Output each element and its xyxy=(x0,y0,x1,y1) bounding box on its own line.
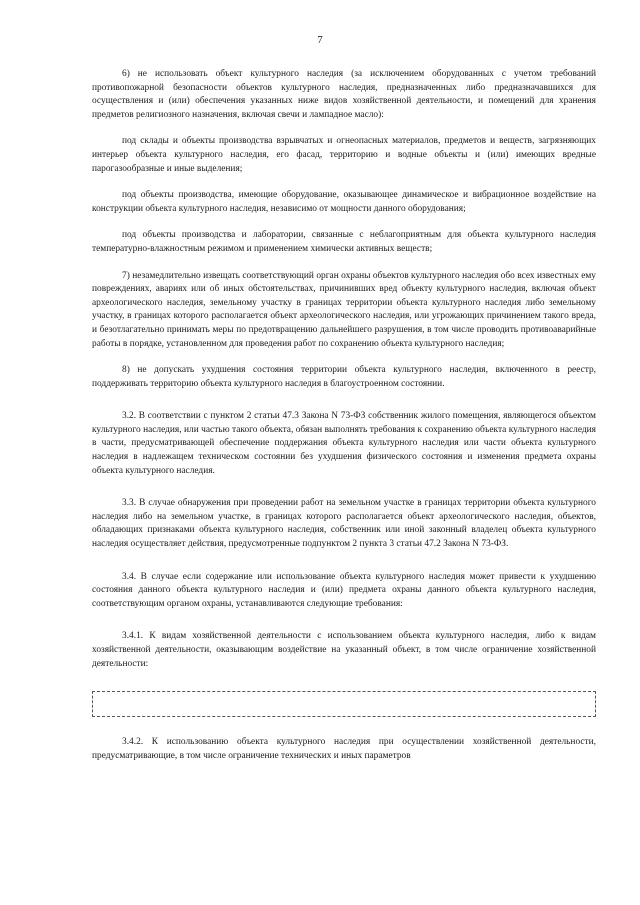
page-number: 7 xyxy=(317,34,323,46)
empty-restriction-box xyxy=(92,691,596,717)
paragraph-3-3: 3.3. В случае обнаружения при проведении работ на земельном участке в границах территории объекта культурного наследия либо на земельном участке, в границах которого располагается объект археологического наследия, объектов, обладающих признаками объекта культурного наследия, собственник или иной законный владелец объекта культурного наследия осуществляет действия, предусмотренные подпунктом 2 пункта 3 статьи 47.2 Закона N 73-ФЗ. xyxy=(92,498,596,550)
paragraph-warehouses: под склады и объекты производства взрывчатых и огнеопасных материалов, предметов и веществ, загрязняющих интерьер объекта культурного наследия, его фасад, территорию и водные объекты и (или) имеющих вредные парогазообразные и иные выделения; xyxy=(92,136,596,174)
document-body xyxy=(92,68,596,763)
paragraph-3-4: 3.4. В случае если содержание или использование объекта культурного наследия может привести к ухудшению состояния данного объекта культурного наследия и (или) предмета охраны данного объекта культурного наследия, соответствующим органом охраны, устанавливаются следующие требования: xyxy=(92,571,596,609)
paragraph-item-6: 6) не использовать объект культурного наследия (за исключением оборудованных с учетом требований противопожарной безопасности объектов культурного наследия, предназначенных либо предназначавшихся для осуществления и (или) обеспечения указанных ниже видов хозяйственной деятельности, и помещений для хранения предметов религиозного назначения, включая свечи и лампадное масло): xyxy=(92,69,596,120)
paragraph-item-8: 8) не допускать ухудшения состояния территории объекта культурного наследия, включенного в реестр, поддерживать территорию объекта культурного наследия в благоустроенном состоянии. xyxy=(92,365,596,389)
paragraph-3-4-1: 3.4.1. К видам хозяйственной деятельности с использованием объекта культурного наследия, либо к видам хозяйственной деятельности, оказывающим воздействие на указанный объект, в том числе ограничение хозяйственной деятельности: xyxy=(92,631,596,669)
paragraph-3-2: 3.2. В соответствии с пунктом 2 статьи 47.3 Закона N 73-ФЗ собственник жилого помещения, являющегося объектом культурного наследия, или частью такого объекта, обязан выполнять требования к сохранению объекта культурного наследия в части, предусматривающей обеспечение поддержания объекта культурного наследия или части объекта культурного наследия в надлежащем техническом состоянии без ухудшения физического состояния и изменения предмета охраны объекта культурного наследия. xyxy=(92,411,596,476)
paragraph-item-7: 7) незамедлительно извещать соответствующий орган охраны объектов культурного наследия обо всех известных ему повреждениях, авариях или об иных обстоятельствах, причинивших вред объекту культурного наследия, включая объект археологического наследия, земельному участку в границах территории объекта культурного наследия либо земельному участку, в границах которого располагается объект археологического наследия, или угрожающих причинением такого вреда, и безотлагательно принимать меры по предотвращению дальнейшего разрушения, в том числе проводить противоаварийные работы в порядке, установленном для проведения работ по сохранению объекта культурного наследия; xyxy=(92,270,596,349)
paragraph-production-equipment: под объекты производства, имеющие оборудование, оказывающее динамическое и вибрационное воздействие на конструкции объекта культурного наследия, независимо от мощности данного оборудования; xyxy=(92,190,596,214)
paragraph-3-4-2: 3.4.2. К использованию объекта культурного наследия при осуществлении хозяйственной деятельности, предусматривающие, в том числе ограничение технических и иных параметров xyxy=(92,737,596,761)
paragraph-laboratories: под объекты производства и лаборатории, связанные с неблагоприятным для объекта культурного наследия температурно-влажностным режимом и применением химически активных веществ; xyxy=(92,230,596,254)
